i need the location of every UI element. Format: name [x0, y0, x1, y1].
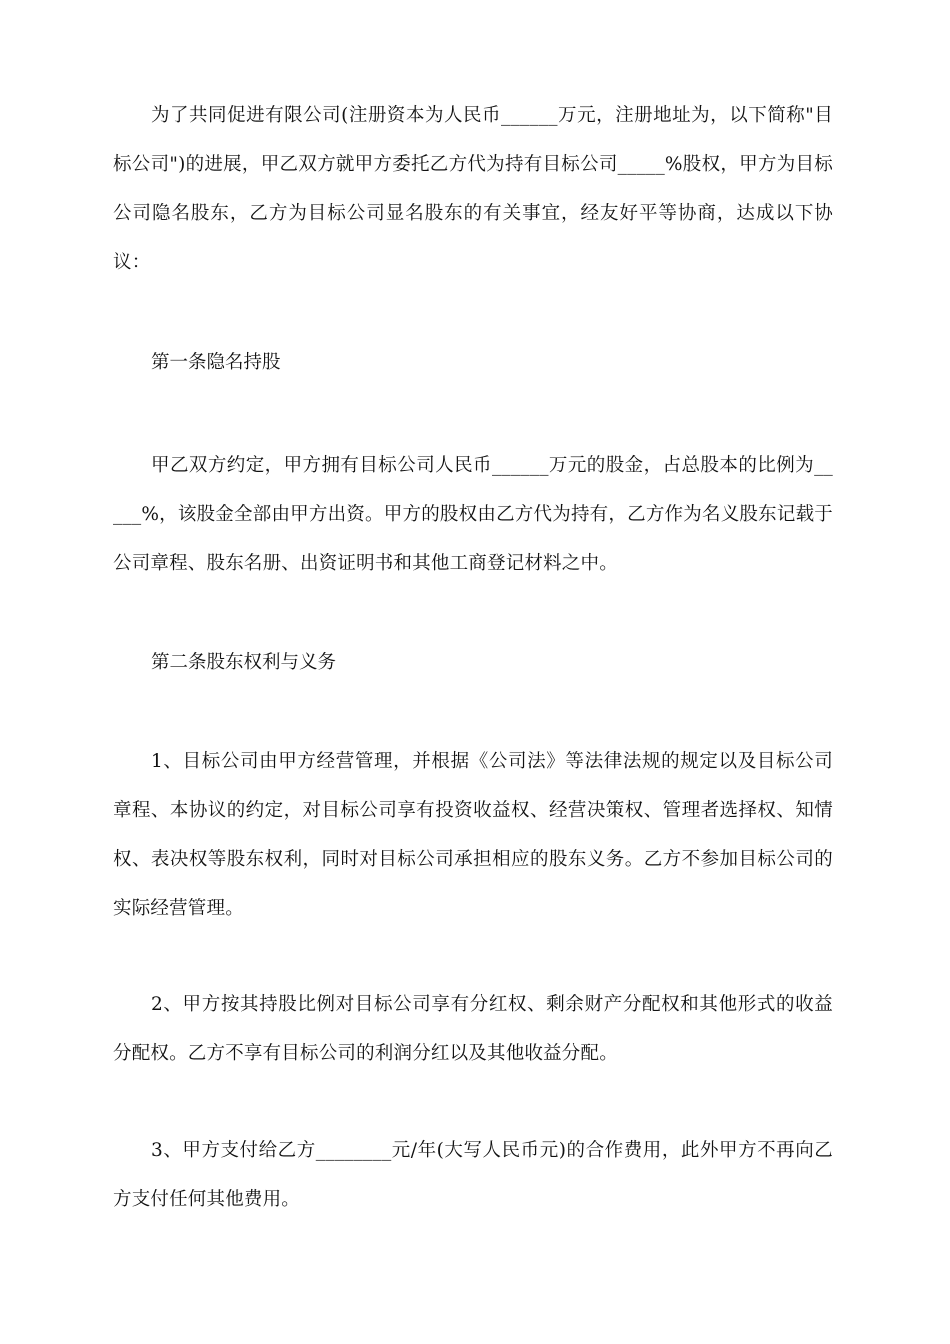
article-two-clause-3: 3、甲方支付给乙方________元/年(大写人民币元)的合作费用，此外甲方不再向乙方支付任何其他费用。	[113, 1140, 833, 1210]
article-one-heading: 第一条隐名持股	[151, 352, 281, 373]
article-two-clause-2: 2、甲方按其持股比例对目标公司享有分红权、剩余财产分配权和其他形式的收益分配权。乙方不享有目标公司的利润分红以及其他收益分配。	[113, 994, 833, 1064]
article-one-paragraph: 甲乙双方约定，甲方拥有目标公司人民币______万元的股金，占总股本的比例为_____%，该股金全部由甲方出资。甲方的股权由乙方代为持有，乙方作为名义股东记载于公司章程、股东名册、出资证明书和其他工商登记材料之中。	[113, 455, 833, 574]
intro-paragraph: 为了共同促进有限公司(注册资本为人民币______万元，注册地址为，以下简称"目标公司")的进展，甲乙双方就甲方委托乙方代为持有目标公司_____%股权，甲方为目标公司隐名股东，乙方为目标公司显名股东的有关事宜，经友好平等协商，达成以下协议：	[113, 105, 833, 273]
article-two-clause-1: 1、目标公司由甲方经营管理，并根据《公司法》等法律法规的规定以及目标公司章程、本协议的约定，对目标公司享有投资收益权、经营决策权、管理者选择权、知情权、表决权等股东权利，同时对目标公司承担相应的股东义务。乙方不参加目标公司的实际经营管理。	[113, 751, 833, 919]
article-two-heading: 第二条股东权利与义务	[151, 652, 337, 673]
